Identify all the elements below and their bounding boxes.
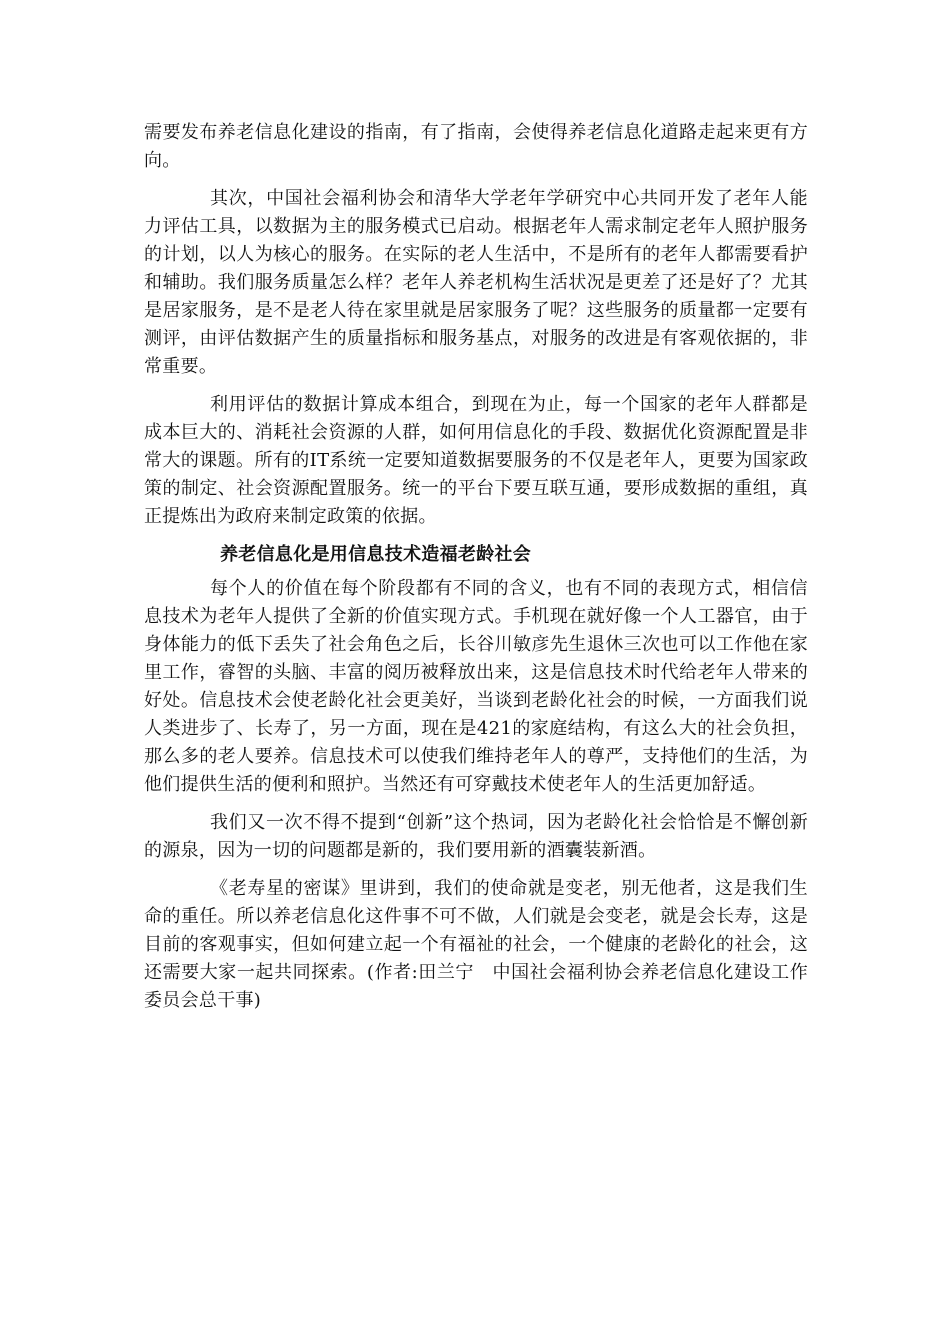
section-heading: 养老信息化是用信息技术造福老龄社会 xyxy=(220,544,532,565)
paragraph-innovation: 我们又一次不得不提到“创新”这个热词，因为老龄化社会恰恰是不懈创新的源泉，因为一切的问题都是新的，我们要用新的酒囊装新酒。 xyxy=(144,812,808,861)
paragraph-evaluation-tool: 其次，中国社会福利协会和清华大学老年学研究中心共同开发了老年人能力评估工具，以数据为主的服务模式已启动。根据老年人需求制定老年人照护服务的计划，以人为核心的服务。在实际的老人生活中，不是所有的老年人都需要看护和辅助。我们服务质量怎么样？老年人养老机构生活状况是更差了还是好了？尤其是居家服务，是不是老人待在家里就是居家服务了呢？这些服务的质量都一定要有测评，由评估数据产生的质量指标和服务基点，对服务的改进是有客观依据的，非常重要。 xyxy=(144,188,808,377)
paragraph-value: 每个人的价值在每个阶段都有不同的含义，也有不同的表现方式，相信信息技术为老年人提供了全新的价值实现方式。手机现在就好像一个人工器官，由于身体能力的低下丢失了社会角色之后，长谷川敏彦先生退休三次也可以工作他在家里工作，睿智的头脑、丰富的阅历被释放出来，这是信息技术时代给老年人带来的好处。信息技术会使老龄化社会更美好，当谈到老龄化社会的时候，一方面我们说人类进步了、长寿了，另一方面，现在是421的家庭结构，有这么大的社会负担，那么多的老人要养。信息技术可以使我们维持老年人的尊严，支持他们的生活，为他们提供生活的便利和照护。当然还有可穿戴技术使老年人的生活更加舒适。 xyxy=(144,578,808,795)
document-body xyxy=(144,119,808,1025)
paragraph-conclusion: 《老寿星的密谋》里讲到，我们的使命就是变老，别无他者，这是我们生命的重任。所以养老信息化这件事不可不做，人们就是会变老，就是会长寿，这是目前的客观事实，但如何建立起一个有福祉的社会，一个健康的老龄化的社会，这还需要大家一起共同探索。(作者:田兰宁 中国社会福利协会养老信息化建设工作委员会总干事) xyxy=(144,878,808,1011)
paragraph-intro: 需要发布养老信息化建设的指南，有了指南，会使得养老信息化道路走起来更有方向。 xyxy=(144,122,808,171)
paragraph-cost-data: 利用评估的数据计算成本组合，到现在为止，每一个国家的老年人群都是成本巨大的、消耗社会资源的人群，如何用信息化的手段、数据优化资源配置是非常大的课题。所有的IT系统一定要知道数据要服务的不仅是老年人，更要为国家政策的制定、社会资源配置服务。统一的平台下要互联互通，要形成数据的重组，真正提炼出为政府来制定政策的依据。 xyxy=(144,394,808,527)
